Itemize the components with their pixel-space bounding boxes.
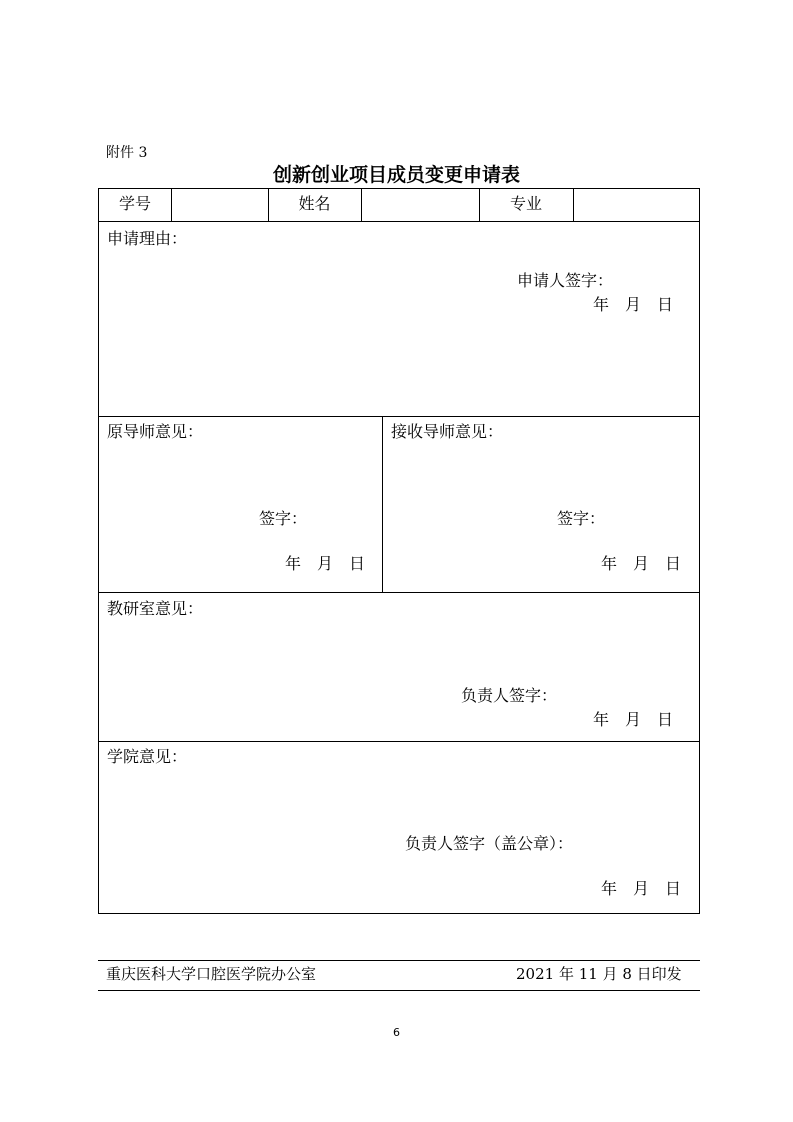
footer-rule-bottom: [98, 990, 700, 991]
cell-divider: [382, 416, 383, 592]
application-form: [98, 188, 700, 914]
cell-divider: [171, 189, 172, 221]
original-mentor-date: 年 月 日: [285, 554, 366, 573]
reason-label: 申请理由：: [107, 229, 188, 248]
receiving-mentor-date: 年 月 日: [601, 554, 682, 573]
page-number: 6: [393, 1026, 400, 1039]
cell-divider: [361, 189, 362, 221]
original-mentor-label: 原导师意见：: [107, 422, 204, 441]
student-id-label: 学号: [118, 194, 151, 213]
original-mentor-signature-label: 签字：: [259, 509, 308, 528]
major-label: 专业: [509, 194, 542, 213]
receiving-mentor-signature-label: 签字：: [557, 509, 606, 528]
row-divider: [99, 416, 699, 417]
receiving-mentor-label: 接收导师意见：: [391, 422, 504, 441]
row-divider: [99, 592, 699, 593]
page-title: 创新创业项目成员变更申请表: [272, 164, 520, 186]
college-signature-label: 负责人签字（盖公章）：: [405, 834, 574, 853]
footer-rule-top: [98, 960, 700, 961]
row-divider: [99, 221, 699, 222]
applicant-signature-label: 申请人签字：: [517, 271, 614, 290]
attachment-label: 附件 3: [106, 145, 148, 161]
footer-issuer: 重庆医科大学口腔医学院办公室: [106, 965, 317, 983]
footer-issue-date: 2021 年 11 月 8 日印发: [516, 965, 682, 983]
name-label: 姓名: [298, 194, 331, 213]
teaching-office-label: 教研室意见：: [107, 599, 204, 618]
applicant-date: 年 月 日: [593, 295, 674, 314]
cell-divider: [573, 189, 574, 221]
row-divider: [99, 741, 699, 742]
college-date: 年 月 日: [601, 879, 682, 898]
teaching-office-date: 年 月 日: [593, 710, 674, 729]
college-label: 学院意见：: [107, 747, 188, 766]
teaching-office-signature-label: 负责人签字：: [461, 686, 558, 705]
